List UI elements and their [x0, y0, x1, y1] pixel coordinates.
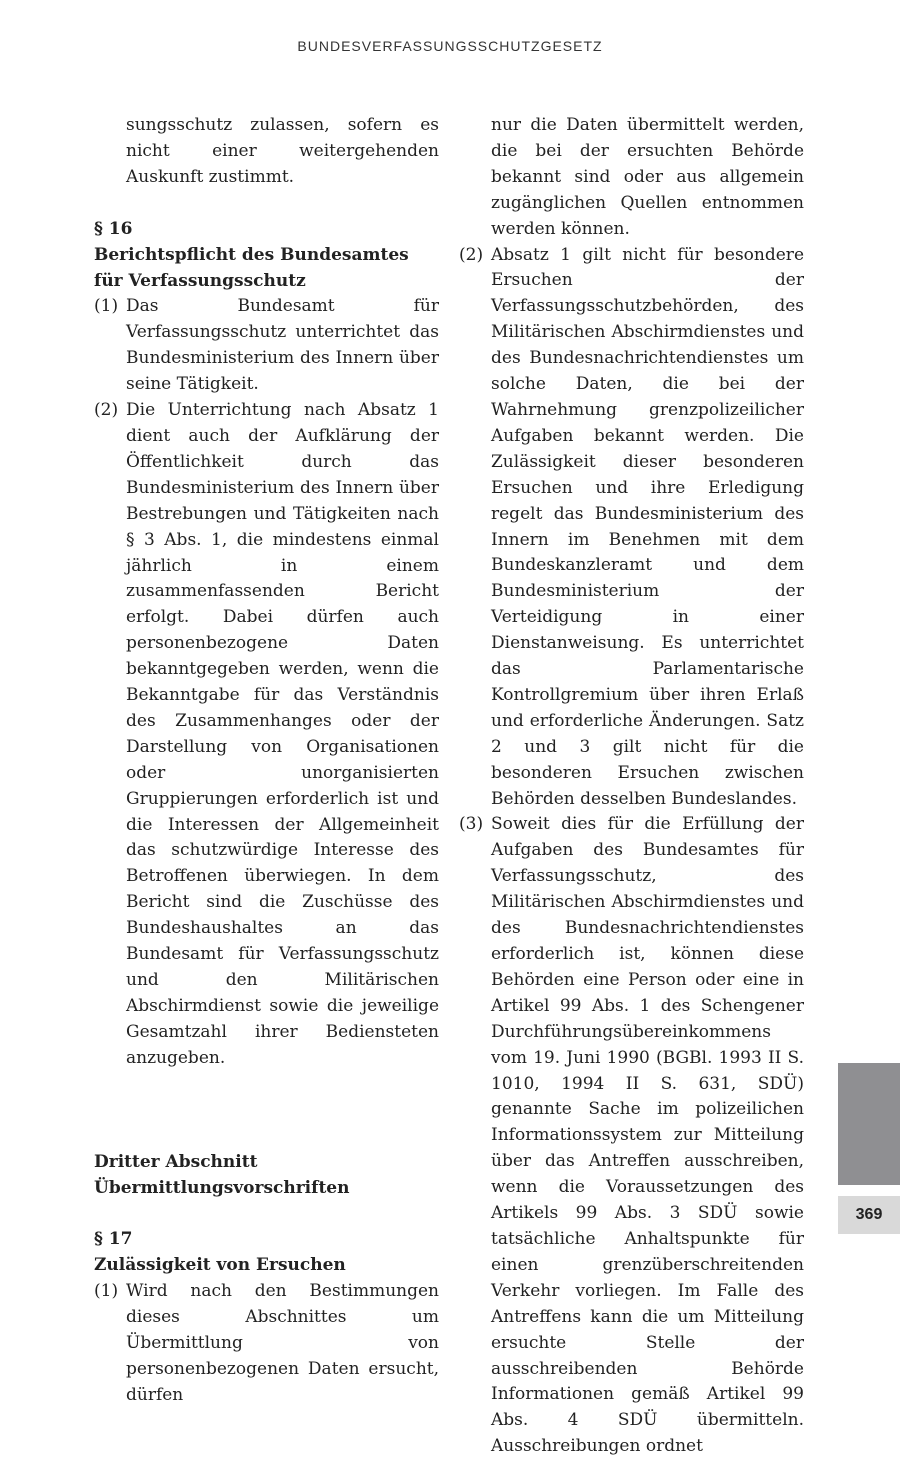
- section-17-title: Zulässigkeit von Ersuchen: [94, 1255, 346, 1276]
- section-16-title: Berichtspflicht des Bundesamtes für Verfassungsschutz: [94, 244, 409, 291]
- continued-paragraph: nur die Daten übermittelt werden, die bei der ersuchten Behörde bekannt sind oder aus allgemein zugänglichen Quellen entnommen werden können.: [491, 115, 804, 239]
- paragraph-number: (2): [94, 400, 119, 421]
- paragraph-text: Das Bundesamt für Verfassungsschutz unterrichtet das Bundesministerium des Innern über seine Tätigkeit.: [126, 296, 439, 395]
- chapter-title: Übermittlungsvorschriften: [94, 1177, 350, 1198]
- paragraph-number: (1): [94, 296, 119, 317]
- right-column: [459, 113, 804, 1460]
- continued-paragraph: sungsschutz zulassen, sofern es nicht einer weitergehenden Auskunft zustimmt.: [126, 115, 439, 187]
- section-17-paragraph-1: [94, 1279, 439, 1409]
- paragraph-number: (1): [94, 1281, 119, 1302]
- chapter-heading: Dritter Abschnitt: [94, 1151, 258, 1172]
- paragraph-number: (2): [459, 244, 484, 265]
- section-16-paragraph-1: [94, 294, 439, 398]
- section-17-paragraph-3: [459, 812, 804, 1460]
- section-16-number: § 16: [94, 218, 133, 239]
- section-17-number: § 17: [94, 1229, 133, 1250]
- section-17-paragraph-2: [459, 243, 804, 813]
- page-number: 369: [838, 1196, 900, 1234]
- paragraph-text: Absatz 1 gilt nicht für besondere Ersuchen der Verfassungsschutzbehörden, des Militärischen Abschirmdienstes und des Bundesnachrichtendienstes um solche Daten, die bei der Wahrnehmung grenzpolizeilicher Aufgaben bekannt werden. Die Zulässigkeit dieser besonderen Ersuchen und ihre Erledigung regelt das Bundesministerium des Innern im Benehmen mit dem Bundeskanzleramt und dem Bundesministerium der Verteidigung in einer Dienstanweisung. Es unterrichtet das Parlamentarische Kontrollgremium über ihren Erlaß und erforderliche Änderungen. Satz 2 und 3 gilt nicht für die besonderen Ersuchen zwischen Behörden desselben Bundeslandes.: [491, 244, 804, 809]
- paragraph-number: (3): [459, 814, 484, 835]
- left-column: [94, 113, 439, 1409]
- paragraph-text: Wird nach den Bestimmungen dieses Abschnittes um Übermittlung von personenbezogenen Daten ersucht, dürfen: [126, 1281, 439, 1405]
- chapter-thumb-tab: [838, 1063, 900, 1185]
- section-16-paragraph-2: [94, 398, 439, 1072]
- paragraph-text: Die Unterrichtung nach Absatz 1 dient auch der Aufklärung der Öffentlichkeit durch das Bundesministerium des Innern über Bestrebungen und Tätigkeiten nach § 3 Abs. 1, die mindestens einmal jährlich in einem zusammenfassenden Bericht erfolgt. Dabei dürfen auch personenbezogene Daten bekanntgegeben werden, wenn die Bekanntgabe für das Verständnis des Zusammenhanges oder der Darstellung von Organisationen oder unorganisierten Gruppierungen erforderlich ist und die Interessen der Allgemeinheit das schutzwürdige Interesse des Betroffenen überwiegen. In dem Bericht sind die Zuschüsse des Bundeshaushaltes an das Bundesamt für Verfassungsschutz und den Militärischen Abschirmdienst sowie die jeweilige Gesamtzahl ihrer Bediensteten anzugeben.: [126, 400, 439, 1068]
- running-header: BUNDESVERFASSUNGSSCHUTZGESETZ: [297, 38, 603, 54]
- paragraph-text: Soweit dies für die Erfüllung der Aufgaben des Bundesamtes für Verfassungsschutz, des Militärischen Abschirmdienstes und des Bundesnachrichtendienstes erforderlich ist, können diese Behörden eine Person oder eine in Artikel 99 Abs. 1 des Schengener Durchführungsübereinkommens vom 19. Juni 1990 (BGBl. 1993 II S. 1010, 1994 II S. 631, SDÜ) genannte Sache im polizeilichen Informationssystem zur Mitteilung über das Antreffen ausschreiben, wenn die Voraussetzungen des Artikels 99 Abs. 3 SDÜ sowie tatsächliche Anhaltspunkte für einen grenzüberschreitenden Verkehr vorliegen. Im Falle des Antreffens kann die um Mitteilung ersuchte Stelle der ausschreibenden Behörde Informationen gemäß Artikel 99 Abs. 4 SDÜ übermitteln. Ausschreibungen ordnet: [491, 814, 804, 1457]
